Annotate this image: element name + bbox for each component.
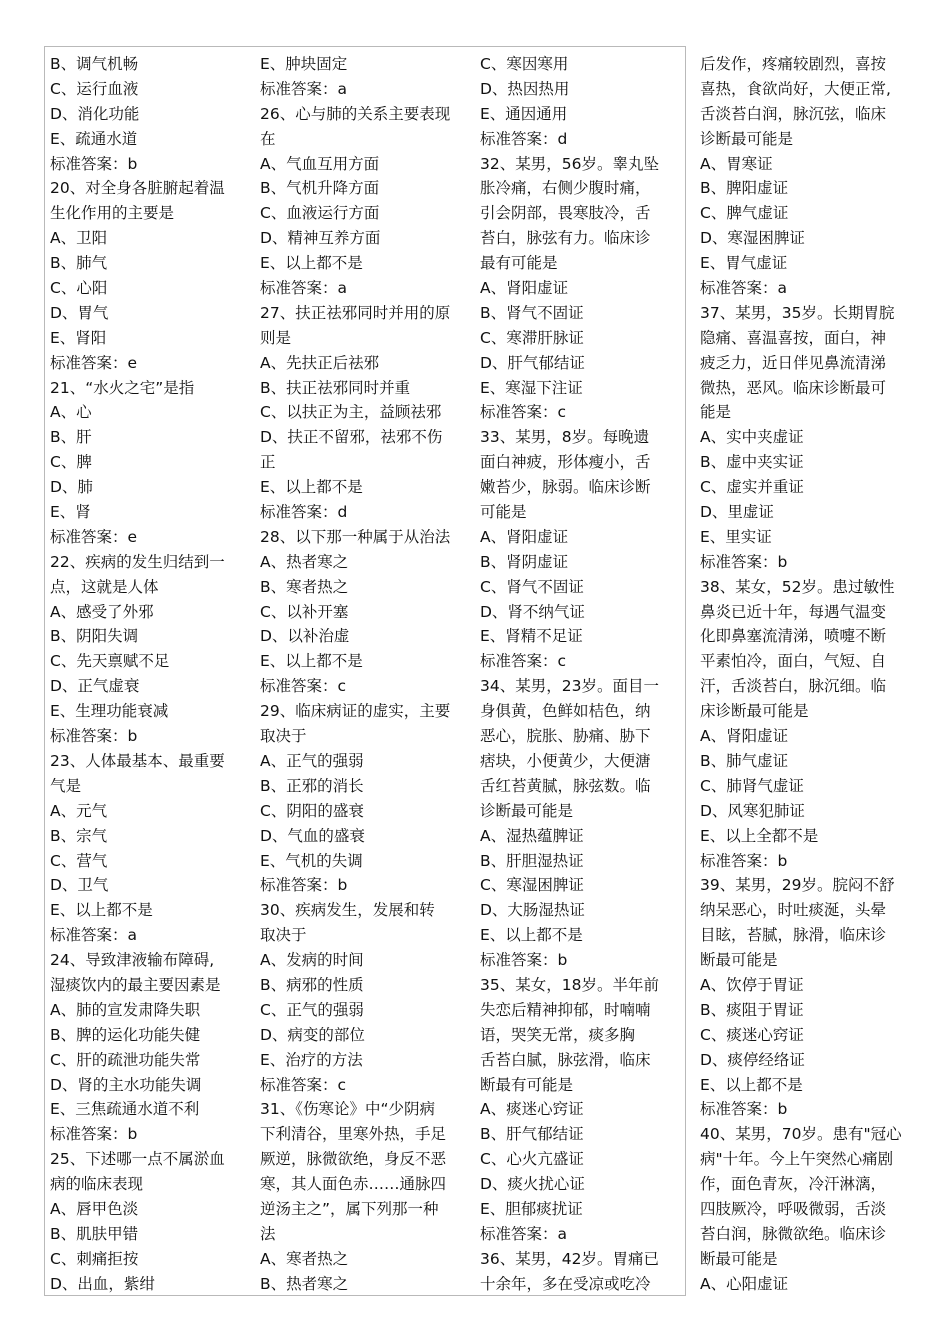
text-line: D、卫气 — [50, 876, 109, 895]
text-line: 病的临床表现 — [50, 1175, 144, 1194]
text-line: 标准答案：a — [260, 279, 347, 298]
text-line: A、心阳虚证 — [700, 1274, 789, 1293]
text-line: 36、某男，42岁。胃痛已 — [480, 1249, 659, 1268]
text-line: 平素怕冷，面白，气短、自 — [700, 652, 887, 671]
text-line: C、脾 — [50, 453, 92, 472]
text-line: A、湿热蕴脾证 — [480, 826, 584, 845]
text-line: A、先扶正后祛邪 — [260, 353, 380, 372]
text-line: E、胆郁痰扰证 — [480, 1199, 583, 1218]
text-line: 24、导致津液输布障碍, — [50, 951, 215, 970]
text-line: 诊断最可能是 — [480, 801, 574, 820]
text-line: 取决于 — [260, 727, 307, 746]
text-line: C、正气的强弱 — [260, 1000, 364, 1019]
text-line: C、肺肾气虚证 — [700, 776, 804, 795]
text-line: 标准答案：d — [260, 503, 348, 522]
text-line: 痞块，小便黄少，大便溏 — [480, 751, 651, 770]
text-line: E、气机的失调 — [260, 851, 363, 870]
text-line: 标准答案：a — [260, 79, 347, 98]
text-line: C、虚实并重证 — [700, 478, 804, 497]
text-line: B、寒者热之 — [260, 577, 349, 596]
text-line: E、里实证 — [700, 527, 772, 546]
text-line: D、胃气 — [50, 303, 109, 322]
text-line: B、热者寒之 — [260, 1274, 349, 1293]
text-line: E、以上都不是 — [260, 652, 363, 671]
text-line: D、肾不纳气证 — [480, 602, 585, 621]
text-line: E、肾精不足证 — [480, 627, 583, 646]
text-line: C、肾气不固证 — [480, 577, 584, 596]
text-line: 逆汤主之”，属下列那一种 — [260, 1199, 439, 1218]
text-line: 26、心与肺的关系主要表现 — [260, 104, 451, 123]
text-line: 标准答案：b — [50, 727, 138, 746]
text-line: 断最有可能是 — [480, 1075, 574, 1094]
text-line: D、寒湿困脾证 — [700, 229, 805, 248]
text-line: 点，这就是人体 — [50, 577, 159, 596]
text-line: 标准答案：e — [50, 353, 138, 372]
text-column-1 — [50, 52, 246, 1297]
text-line: 断最可能是 — [700, 951, 778, 970]
text-line: D、热因热用 — [480, 79, 570, 98]
text-line: 湿痰饮内的最主要因素是 — [50, 975, 221, 994]
text-line: B、病邪的性质 — [260, 975, 364, 994]
text-line: 标准答案：e — [50, 527, 138, 546]
text-line: C、脾气虚证 — [700, 204, 789, 223]
text-line: 标准答案：b — [700, 851, 788, 870]
text-line: 鼻炎已近十年，每遇气温变 — [700, 602, 887, 621]
text-line: 34、某男，23岁。面目一 — [480, 677, 659, 696]
text-line: B、肝 — [50, 428, 92, 447]
text-line: 22、疾病的发生归结到一 — [50, 552, 225, 571]
text-line: 诊断最可能是 — [700, 129, 794, 148]
text-line: B、虚中夹实证 — [700, 453, 804, 472]
text-line: 面白神疲，形体瘦小，舌 — [480, 453, 651, 472]
text-line: 32、某男，56岁。睾丸坠 — [480, 154, 659, 173]
text-line: B、肾阴虚证 — [480, 552, 569, 571]
text-line: C、营气 — [50, 851, 108, 870]
text-line: 恶心，脘胀、胁痛、胁下 — [480, 727, 651, 746]
text-line: A、正气的强弱 — [260, 751, 364, 770]
text-line: 喜热，食欲尚好，大便正常, — [700, 79, 891, 98]
text-line: E、肾 — [50, 503, 91, 522]
text-line: 能是 — [700, 403, 732, 422]
text-line: 四肢厥冷，呼吸微弱，舌淡 — [700, 1199, 887, 1218]
text-line: B、脾的运化功能失健 — [50, 1025, 201, 1044]
text-line: B、阴阳失调 — [50, 627, 139, 646]
text-line: 标准答案：c — [260, 1075, 347, 1094]
text-line: 身俱黄，色鲜如桔色，纳 — [480, 702, 651, 721]
text-line: 纳呆恶心，时吐痰涎，头晕 — [700, 901, 887, 920]
text-line: 舌苔白腻，脉弦滑，临床 — [480, 1050, 651, 1069]
text-line: 标准答案：d — [480, 129, 568, 148]
text-line: 标准答案：c — [480, 403, 567, 422]
text-line: 汗，舌淡苔白，脉沉细。临 — [700, 677, 887, 696]
text-line: 标准答案：b — [700, 552, 788, 571]
text-line: 生化作用的主要是 — [50, 204, 175, 223]
text-line: 标准答案：c — [260, 677, 347, 696]
text-line: E、生理功能衰减 — [50, 702, 169, 721]
text-line: D、以补治虚 — [260, 627, 350, 646]
text-line: E、以上都不是 — [480, 926, 583, 945]
text-line: C、先天禀赋不足 — [50, 652, 170, 671]
text-line: 法 — [260, 1224, 276, 1243]
text-line: 苔白润，脉微欲绝。临床诊 — [700, 1224, 887, 1243]
text-line: A、寒者热之 — [260, 1249, 349, 1268]
text-line: A、发病的时间 — [260, 951, 364, 970]
text-line: 30、疾病发生，发展和转 — [260, 901, 435, 920]
text-line: 33、某男，8岁。每晚遗 — [480, 428, 650, 447]
text-line: 疲乏力，近日伴见鼻流清涕 — [700, 353, 887, 372]
text-line: 29、临床病证的虚实，主要 — [260, 702, 451, 721]
text-line: 标准答案：b — [50, 1125, 138, 1144]
text-line: 失恋后精神抑郁，时喃喃 — [480, 1000, 651, 1019]
text-line: D、肾的主水功能失调 — [50, 1075, 202, 1094]
text-line: 化即鼻塞流清涕，喷嚏不断 — [700, 627, 887, 646]
text-line: B、肺气虚证 — [700, 751, 789, 770]
text-line: D、正气虚衰 — [50, 677, 140, 696]
text-line: A、气血互用方面 — [260, 154, 380, 173]
text-line: 28、以下那一种属于从治法 — [260, 527, 451, 546]
text-line: 床诊断最可能是 — [700, 702, 809, 721]
text-line: B、肺气 — [50, 254, 108, 273]
text-line: D、痰停经络证 — [700, 1050, 805, 1069]
text-line: 正 — [260, 453, 276, 472]
text-line: C、心阳 — [50, 279, 108, 298]
text-line: 嫩苔少，脉弱。临床诊断 — [480, 478, 651, 497]
text-line: 标准答案：b — [260, 876, 348, 895]
text-line: B、肌肤甲错 — [50, 1224, 139, 1243]
text-line: B、气机升降方面 — [260, 179, 380, 198]
text-line: E、肾阳 — [50, 328, 107, 347]
text-line: 标准答案：a — [700, 279, 787, 298]
text-line: D、扶正不留邪，祛邪不伤 — [260, 428, 443, 447]
text-line: 舌淡苔白润，脉沉弦，临床 — [700, 104, 887, 123]
text-line: A、唇甲色淡 — [50, 1199, 139, 1218]
text-line: D、风寒犯肺证 — [700, 801, 805, 820]
text-line: 40、某男，70岁。患有"冠心 — [700, 1125, 902, 1144]
text-line: 隐痛、喜温喜按，面白，神 — [700, 328, 887, 347]
text-line: E、肿块固定 — [260, 55, 348, 73]
text-line: 可能是 — [480, 503, 527, 522]
text-line: 最有可能是 — [480, 254, 558, 273]
text-line: A、胃寒证 — [700, 154, 773, 173]
text-line: 27、扶正祛邪同时并用的原 — [260, 303, 451, 322]
text-line: 39、某男，29岁。脘闷不舒 — [700, 876, 895, 895]
text-line: 胀冷痛，右侧少腹时痛， — [480, 179, 651, 198]
text-line: 语，哭笑无常，痰多胸 — [480, 1025, 636, 1044]
text-line: 标准答案：c — [480, 652, 567, 671]
text-column-4 — [700, 52, 918, 1297]
text-line: C、血液运行方面 — [260, 204, 380, 223]
text-line: C、寒滞肝脉证 — [480, 328, 584, 347]
text-line: A、心 — [50, 403, 92, 422]
text-line: C、运行血液 — [50, 79, 139, 98]
text-line: 断最可能是 — [700, 1249, 778, 1268]
text-line: C、肝的疏泄功能失常 — [50, 1050, 201, 1069]
text-line: B、正邪的消长 — [260, 776, 364, 795]
text-column-2 — [260, 52, 468, 1297]
text-line: 38、某女，52岁。患过敏性 — [700, 577, 895, 596]
text-line: 作，面色青灰，冷汗淋漓， — [700, 1175, 887, 1194]
text-line: C、痰迷心窍证 — [700, 1025, 804, 1044]
text-line: 引会阴部，畏寒肢冷，舌 — [480, 204, 651, 223]
text-line: B、痰阻于胃证 — [700, 1000, 804, 1019]
text-line: D、消化功能 — [50, 104, 140, 123]
text-line: 23、人体最基本、最重要 — [50, 751, 225, 770]
text-line: E、通因通用 — [480, 104, 568, 123]
text-line: A、痰迷心窍证 — [480, 1100, 584, 1119]
text-line: 取决于 — [260, 926, 307, 945]
text-line: 苔白，脉弦有力。临床诊 — [480, 229, 651, 248]
text-line: 21、“水火之宅”是指 — [50, 378, 195, 397]
text-line: D、肺 — [50, 478, 93, 497]
text-line: E、以上都不是 — [260, 254, 363, 273]
text-line: E、寒湿下注证 — [480, 378, 583, 397]
text-line: C、寒湿困脾证 — [480, 876, 584, 895]
text-line: D、里虚证 — [700, 503, 774, 522]
text-line: D、出血，紫绀 — [50, 1274, 155, 1293]
text-line: 标准答案：a — [50, 926, 137, 945]
text-line: 下利清谷，里寒外热，手足 — [260, 1125, 447, 1144]
text-line: 后发作，疼痛较剧烈，喜按 — [700, 55, 887, 73]
text-line: 气是 — [50, 776, 82, 795]
text-line: 20、对全身各脏腑起着温 — [50, 179, 225, 198]
text-line: D、肝气郁结证 — [480, 353, 585, 372]
text-line: C、以补开塞 — [260, 602, 349, 621]
text-line: 31、《伤寒论》中“少阴病 — [260, 1100, 436, 1119]
text-line: C、阴阳的盛衰 — [260, 801, 364, 820]
text-line: 厥逆，脉微欲绝，身反不恶 — [260, 1150, 447, 1169]
text-line: E、以上都不是 — [260, 478, 363, 497]
text-column-3 — [480, 52, 680, 1297]
text-line: C、刺痛拒按 — [50, 1249, 139, 1268]
text-line: 病"十年。今上午突然心痛剧 — [700, 1150, 894, 1169]
text-line: B、肝气郁结证 — [480, 1125, 584, 1144]
text-line: 微热，恶风。临床诊断最可 — [700, 378, 887, 397]
text-line: A、实中夹虚证 — [700, 428, 804, 447]
text-line: A、饮停于胃证 — [700, 975, 804, 994]
text-line: E、以上都不是 — [50, 901, 153, 920]
text-line: E、胃气虚证 — [700, 254, 788, 273]
text-line: C、以扶正为主，益顾祛邪 — [260, 403, 442, 422]
text-line: B、肝胆湿热证 — [480, 851, 584, 870]
text-line: A、肾阳虚证 — [480, 527, 569, 546]
text-line: A、元气 — [50, 801, 108, 820]
text-line: D、病变的部位 — [260, 1025, 365, 1044]
text-line: 标准答案：b — [480, 951, 568, 970]
text-line: 标准答案：b — [50, 154, 138, 173]
text-line: E、三焦疏通水道不利 — [50, 1100, 200, 1119]
text-line: 在 — [260, 129, 276, 148]
text-line: A、热者寒之 — [260, 552, 349, 571]
text-line: E、以上全都不是 — [700, 826, 819, 845]
text-line: B、调气机畅 — [50, 55, 139, 73]
text-line: 则是 — [260, 328, 292, 347]
text-line: 舌红苔黄腻，脉弦数。临 — [480, 776, 651, 795]
text-line: D、大肠湿热证 — [480, 901, 585, 920]
text-line: C、寒因寒用 — [480, 55, 569, 73]
text-line: 标准答案：a — [480, 1224, 567, 1243]
text-line: E、疏通水道 — [50, 129, 138, 148]
text-line: B、肾气不固证 — [480, 303, 584, 322]
text-line: D、痰火扰心证 — [480, 1175, 585, 1194]
text-line: E、以上都不是 — [700, 1075, 803, 1094]
text-line: D、精神互养方面 — [260, 229, 381, 248]
text-line: 寒，其人面色赤……通脉四 — [260, 1175, 447, 1194]
text-line: B、扶正祛邪同时并重 — [260, 378, 411, 397]
text-line: 37、某男，35岁。长期胃脘 — [700, 303, 895, 322]
text-line: A、肾阳虚证 — [480, 279, 569, 298]
text-line: 25、下述哪一点不属淤血 — [50, 1150, 225, 1169]
text-line: A、肺的宣发肃降失职 — [50, 1000, 201, 1019]
text-line: A、卫阳 — [50, 229, 108, 248]
text-line: D、气血的盛衰 — [260, 826, 365, 845]
text-line: A、感受了外邪 — [50, 602, 154, 621]
text-line: E、治疗的方法 — [260, 1050, 363, 1069]
text-line: B、脾阳虚证 — [700, 179, 789, 198]
text-line: 35、某女，18岁。半年前 — [480, 975, 659, 994]
text-line: 目眩，苔腻，脉滑，临床诊 — [700, 926, 887, 945]
text-line: A、肾阳虚证 — [700, 727, 789, 746]
text-line: 十余年，多在受凉或吃冷 — [480, 1274, 651, 1293]
text-line: C、心火亢盛证 — [480, 1150, 584, 1169]
text-line: 标准答案：b — [700, 1100, 788, 1119]
text-line: B、宗气 — [50, 826, 108, 845]
